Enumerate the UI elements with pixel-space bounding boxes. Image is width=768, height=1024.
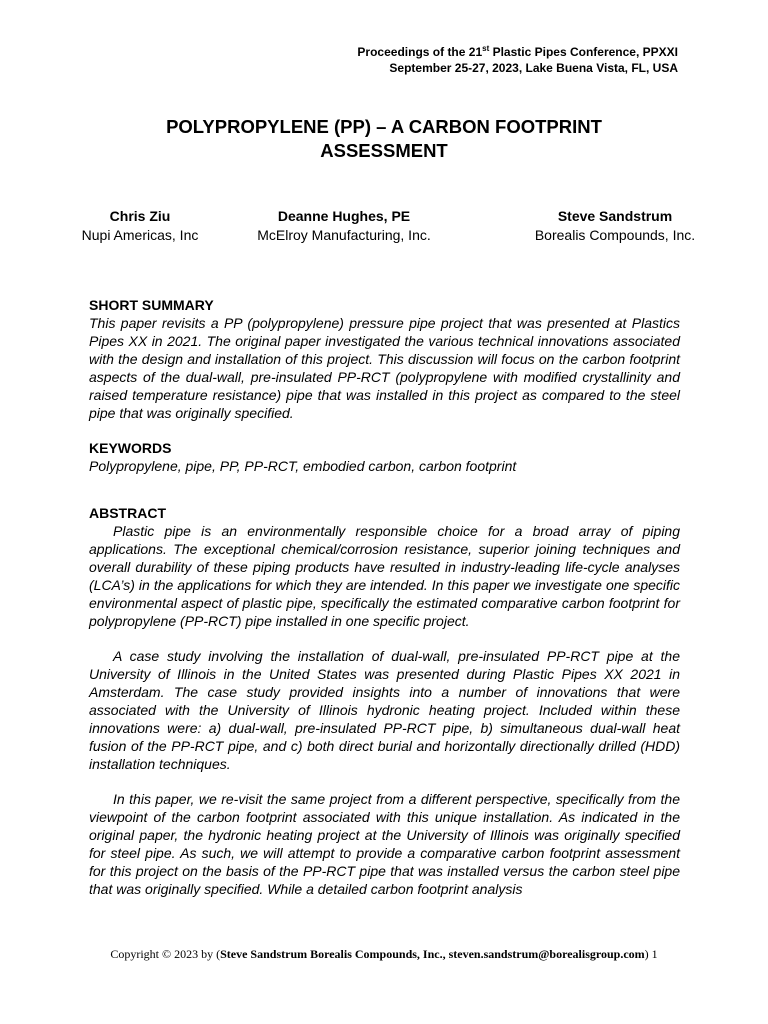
author-block xyxy=(510,207,720,245)
author-name: Chris Ziu xyxy=(109,208,171,224)
abstract-paragraph: In this paper, we re-visit the same project from a different perspective, specifically from the viewpoint of the carbon footprint associated with this unique installation. As indicated in the original paper, the hydronic heating project at the University of Illinois was originally specified for steel pipe. As such, we will attempt to provide a comparative carbon footprint assessment for this project on the basis of the PP-RCT pipe that was installed versus the carbon steel pipe that was originally specified. While a detailed carbon footprint analysis xyxy=(89,791,680,897)
page-number: 1 xyxy=(651,947,658,961)
summary-text xyxy=(89,314,680,422)
header-line-2: September 25-27, 2023, Lake Buena Vista, FL, USA xyxy=(389,61,678,75)
abstract-section xyxy=(89,504,680,898)
abstract-paragraph: Plastic pipe is an environmentally responsible choice for a broad array of piping applications. The exceptional chemical/corrosion resistance, superior joining techniques and overall durability of these piping products have resulted in industry-leading life-cycle analyses (LCA’s) in the applications for which they are intended. In this paper we investigate one specific environmental aspect of plastic pipe, specifically the estimated comparative carbon footprint for polypropylene (PP-RCT) pipe installed in one specific project. xyxy=(89,523,680,629)
author-block xyxy=(40,207,240,245)
author-block xyxy=(229,207,459,245)
title-line-1: POLYPROPYLENE (PP) – A CARBON FOOTPRINT xyxy=(166,116,602,137)
copyright-footer: Copyright © 2023 by (Steve Sandstrum Borealis Compounds, Inc., steven.sandstrum@borealisgroup.com) 1 xyxy=(110,947,658,961)
section-heading: KEYWORDS xyxy=(89,440,172,456)
abstract-body xyxy=(89,522,680,898)
title-line-2: ASSESSMENT xyxy=(320,140,448,161)
short-summary-section xyxy=(89,296,680,422)
section-heading: ABSTRACT xyxy=(89,505,166,521)
header-line-1: Proceedings of the 21st Plastic Pipes Conference, PPXXI xyxy=(357,44,678,59)
author-affiliation: Nupi Americas, Inc xyxy=(81,227,199,243)
author-name: Deanne Hughes, PE xyxy=(277,208,411,224)
footer-author-contact: Steve Sandstrum Borealis Compounds, Inc., steven.sandstrum@borealisgroup.com xyxy=(220,947,645,961)
paper-title xyxy=(0,115,768,163)
section-heading: SHORT SUMMARY xyxy=(89,297,214,313)
keywords-text: Polypropylene, pipe, PP, PP-RCT, embodied carbon, carbon footprint xyxy=(89,458,517,474)
keywords-section xyxy=(89,439,680,475)
author-name: Steve Sandstrum xyxy=(557,208,673,224)
summary-paragraph: This paper revisits a PP (polypropylene) pressure pipe project that was presented at Plastics Pipes XX in 2021. The original paper investigated the various technical innovations associated with the design and installation of this project. This discussion will focus on the carbon footprint aspects of the dual-wall, pre-insulated PP-RCT (polypropylene with modified crystallinity and raised temperature resistance) pipe that was installed in this project as compared to the steel pipe that was originally specified. xyxy=(89,315,680,421)
author-affiliation: Borealis Compounds, Inc. xyxy=(534,227,696,243)
author-affiliation: McElroy Manufacturing, Inc. xyxy=(257,227,431,243)
abstract-paragraph: A case study involving the installation of dual-wall, pre-insulated PP-RCT pipe at the University of Illinois in the United States was presented during Plastic Pipes XX 2021 in Amsterdam. The case study provided insights into a number of innovations that were associated with the University of Illinois hydronic heating project. Included within these innovations were: a) dual-wall, pre-insulated PP-RCT pipe, b) simultaneous dual-wall heat fusion of the PP-RCT pipe, and c) both direct burial and horizontally directionally drilled (HDD) installation techniques. xyxy=(89,648,680,772)
proceedings-header xyxy=(357,44,678,76)
